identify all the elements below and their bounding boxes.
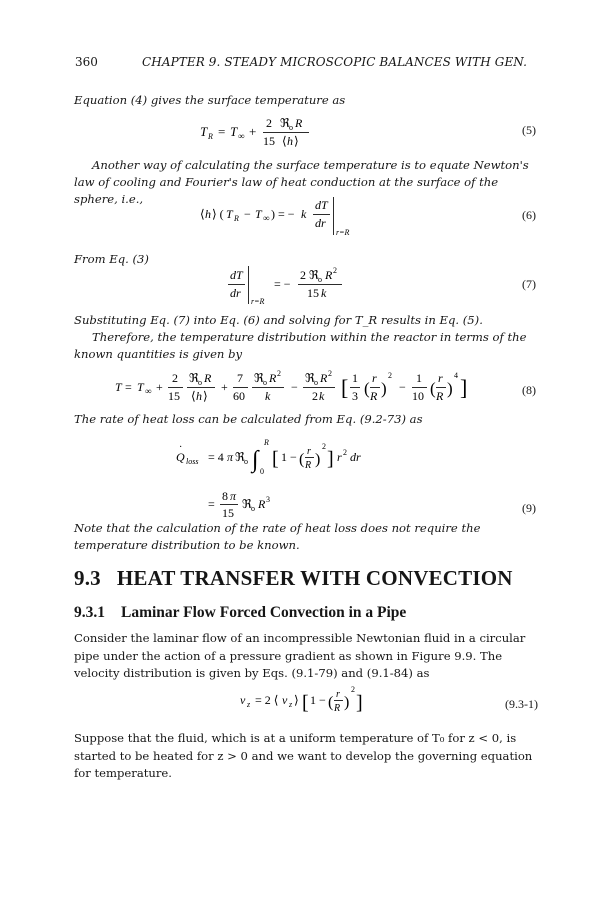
svg-text:dT: dT xyxy=(230,268,243,282)
svg-text:]: ] xyxy=(356,692,363,714)
svg-text:= −: = − xyxy=(274,277,291,291)
svg-text:4: 4 xyxy=(454,371,458,380)
svg-text:T: T xyxy=(226,207,233,221)
svg-text:r: r xyxy=(336,689,340,700)
svg-text:=: = xyxy=(218,124,226,139)
svg-text:ℜ: ℜ xyxy=(305,371,315,385)
svg-text:2: 2 xyxy=(333,266,337,275)
svg-text:3: 3 xyxy=(266,495,270,504)
svg-text:2: 2 xyxy=(312,389,318,403)
svg-text:T: T xyxy=(137,380,144,394)
svg-text:[: [ xyxy=(302,692,309,714)
svg-text:z: z xyxy=(289,700,293,709)
svg-text:v: v xyxy=(240,693,246,707)
svg-text:1: 1 xyxy=(416,371,422,385)
svg-text:dr: dr xyxy=(350,450,361,464)
page-number: 360 xyxy=(75,55,98,69)
section-heading xyxy=(74,566,513,591)
svg-text:2: 2 xyxy=(266,116,272,130)
svg-text:dr: dr xyxy=(230,286,241,300)
svg-text:⟨: ⟨ xyxy=(282,134,287,148)
svg-text:ℜ: ℜ xyxy=(254,371,264,385)
svg-text:T: T xyxy=(255,207,262,221)
svg-text:o: o xyxy=(289,123,293,132)
equation-9-number: (9) xyxy=(522,501,536,515)
svg-text:⟩ (: ⟩ ( xyxy=(212,207,224,221)
paragraph-note: Note that the calculation of the rate of heat loss does not require the temperature distribution to be known. xyxy=(74,521,481,552)
svg-text:2: 2 xyxy=(328,369,332,378)
svg-text:−: − xyxy=(399,380,406,394)
svg-text:2: 2 xyxy=(351,685,355,694)
svg-text:R: R xyxy=(295,116,303,130)
paragraph-heat-loss-rate: The rate of heat loss can be calculated from Eq. (9.2-73) as xyxy=(74,412,423,426)
svg-text:]: ] xyxy=(327,448,334,470)
paragraph-temperature-distribution: Therefore, the temperature distribution within the reactor in terms of the known quantities is given by xyxy=(74,330,527,361)
equation-5-graphic xyxy=(200,112,340,152)
svg-text:1 −: 1 − xyxy=(281,450,297,464)
svg-text:o: o xyxy=(251,504,255,513)
svg-text:⟩: ⟩ xyxy=(294,134,299,148)
svg-text:R: R xyxy=(264,438,269,447)
svg-text:+: + xyxy=(249,124,257,139)
svg-text:h: h xyxy=(287,134,293,148)
svg-text:T: T xyxy=(115,380,122,394)
svg-text:+: + xyxy=(156,380,163,394)
svg-text:h: h xyxy=(196,389,202,403)
svg-text:R: R xyxy=(320,371,328,385)
svg-text:2: 2 xyxy=(322,442,326,451)
svg-text:∞: ∞ xyxy=(263,213,270,223)
svg-text:r=R: r=R xyxy=(336,228,350,237)
svg-text:−: − xyxy=(244,207,251,221)
equation-7-graphic xyxy=(228,262,388,308)
subsection-title: Laminar Flow Forced Convection in a Pipe xyxy=(121,604,407,621)
svg-text:h: h xyxy=(205,207,211,221)
svg-text:(: ( xyxy=(299,451,305,468)
svg-text:r=R: r=R xyxy=(251,297,265,306)
svg-text:15: 15 xyxy=(222,506,234,520)
svg-text:10: 10 xyxy=(412,389,424,403)
svg-text:T: T xyxy=(200,124,208,139)
svg-text:(: ( xyxy=(430,379,436,398)
equation-8-graphic xyxy=(115,367,495,413)
svg-text:+: + xyxy=(221,380,228,394)
svg-text:7: 7 xyxy=(237,371,243,385)
svg-text:k: k xyxy=(301,207,307,221)
svg-text:π: π xyxy=(227,450,234,464)
equation-9-3-1-number: (9.3-1) xyxy=(505,697,538,711)
svg-text:R: R xyxy=(436,389,444,403)
svg-text:): ) xyxy=(381,379,387,398)
svg-text:r: r xyxy=(307,446,311,457)
equation-7-number: (7) xyxy=(522,277,536,291)
svg-text:R: R xyxy=(258,497,266,511)
svg-text:8: 8 xyxy=(222,489,228,503)
svg-text:dr: dr xyxy=(315,216,326,230)
svg-text:R: R xyxy=(234,214,239,223)
svg-text:T: T xyxy=(230,124,238,139)
equation-9-graphic xyxy=(176,434,416,524)
svg-text:o: o xyxy=(318,275,322,284)
paragraph-from-eq-3: From Eq. (3) xyxy=(74,252,149,266)
svg-text:2: 2 xyxy=(388,371,392,380)
svg-text:2 ℜ: 2 ℜ xyxy=(300,268,319,282)
svg-text:R: R xyxy=(208,132,213,141)
svg-text:1: 1 xyxy=(352,371,358,385)
section-number: 9.3 xyxy=(74,566,101,590)
svg-text:r: r xyxy=(438,371,443,385)
subsection-number: 9.3.1 xyxy=(74,604,105,621)
svg-text:1 −: 1 − xyxy=(310,693,326,707)
paragraph-equation-4: Equation (4) gives the surface temperature as xyxy=(74,93,346,107)
svg-text:⟨: ⟨ xyxy=(200,207,205,221)
svg-text:o: o xyxy=(263,378,267,387)
svg-text:ℜ: ℜ xyxy=(235,450,245,464)
svg-text:R: R xyxy=(305,460,312,471)
svg-text:v: v xyxy=(282,693,288,707)
svg-text:[: [ xyxy=(341,375,349,400)
paragraph-newton-fourier: Another way of calculating the surface temperature is to equate Newton's law of cooling and Fourier's law of heat conduction at the surface of the sphere, i.e., xyxy=(74,158,529,206)
svg-text:15: 15 xyxy=(307,286,319,300)
svg-text:0: 0 xyxy=(260,467,264,476)
equation-5-number: (5) xyxy=(522,123,536,137)
equation-6-graphic xyxy=(200,194,400,240)
svg-text:Q: Q xyxy=(176,450,185,464)
svg-text:= 2 ⟨: = 2 ⟨ xyxy=(255,693,279,707)
svg-text:k: k xyxy=(321,286,327,300)
svg-text:R: R xyxy=(269,371,277,385)
svg-text:R: R xyxy=(204,371,212,385)
paragraph-laminar-flow: Consider the laminar flow of an incompressible Newtonian fluid in a circular pipe under the action of a pressure gradient as shown in Figure 9.9. The velocity distribution is given by Eqs. (9.1-79) and (9.1-84) as xyxy=(74,631,526,680)
svg-text:dT: dT xyxy=(315,198,328,212)
svg-text:loss: loss xyxy=(186,457,199,466)
svg-text:⟩: ⟩ xyxy=(203,389,208,403)
svg-text:⟩: ⟩ xyxy=(294,693,299,707)
svg-text:=: = xyxy=(208,497,215,511)
svg-text:(: ( xyxy=(328,694,334,711)
svg-text:): ) xyxy=(344,694,350,711)
svg-text:2: 2 xyxy=(277,369,281,378)
equation-9-3-1-graphic xyxy=(240,680,380,720)
svg-text:k: k xyxy=(265,389,271,403)
svg-text:∞: ∞ xyxy=(145,386,152,396)
svg-text:∫: ∫ xyxy=(252,447,259,473)
svg-text:z: z xyxy=(247,700,251,709)
svg-text:[: [ xyxy=(272,448,279,470)
svg-text:R: R xyxy=(370,389,378,403)
svg-text:]: ] xyxy=(460,375,468,400)
svg-text:ℜ: ℜ xyxy=(280,116,290,130)
svg-text:k: k xyxy=(319,389,325,403)
svg-text:R: R xyxy=(325,268,333,282)
paragraph-substituting: Substituting Eq. (7) into Eq. (6) and solving for T_R results in Eq. (5). xyxy=(74,313,483,327)
svg-text:60: 60 xyxy=(233,389,245,403)
svg-text:2: 2 xyxy=(172,371,178,385)
svg-text:3: 3 xyxy=(352,389,358,403)
svg-text:−: − xyxy=(291,380,298,394)
svg-text:o: o xyxy=(314,378,318,387)
svg-text:): ) xyxy=(447,379,453,398)
svg-text:o: o xyxy=(244,457,248,466)
svg-text:r: r xyxy=(337,450,342,464)
svg-text:=: = xyxy=(125,380,132,394)
svg-text:15: 15 xyxy=(263,134,275,148)
svg-text:) = −: ) = − xyxy=(271,207,295,221)
svg-text:ℜ: ℜ xyxy=(189,371,199,385)
svg-text:r: r xyxy=(372,371,377,385)
svg-text:π: π xyxy=(230,489,237,503)
subsection-heading xyxy=(74,604,406,622)
svg-text:2: 2 xyxy=(343,448,347,457)
svg-text:R: R xyxy=(334,703,341,714)
svg-text:o: o xyxy=(198,378,202,387)
svg-text:∞: ∞ xyxy=(238,131,245,141)
svg-text:): ) xyxy=(315,451,321,468)
running-header-title: CHAPTER 9. STEADY MICROSCOPIC BALANCES WITH GEN. xyxy=(142,55,528,69)
svg-text:15: 15 xyxy=(168,389,180,403)
svg-text:·: · xyxy=(179,442,183,453)
svg-text:ℜ: ℜ xyxy=(242,497,252,511)
svg-text:(: ( xyxy=(364,379,370,398)
paragraph-suppose: Suppose that the fluid, which is at a uniform temperature of T₀ for z < 0, is started to be heated for z > 0 and we want to develop the governing equation for temperature. xyxy=(74,731,533,780)
equation-6-number: (6) xyxy=(522,208,536,222)
equation-8-number: (8) xyxy=(522,383,536,397)
section-title: HEAT TRANSFER WITH CONVECTION xyxy=(116,566,513,590)
svg-text:= 4: = 4 xyxy=(208,450,224,464)
svg-text:⟨: ⟨ xyxy=(191,389,196,403)
